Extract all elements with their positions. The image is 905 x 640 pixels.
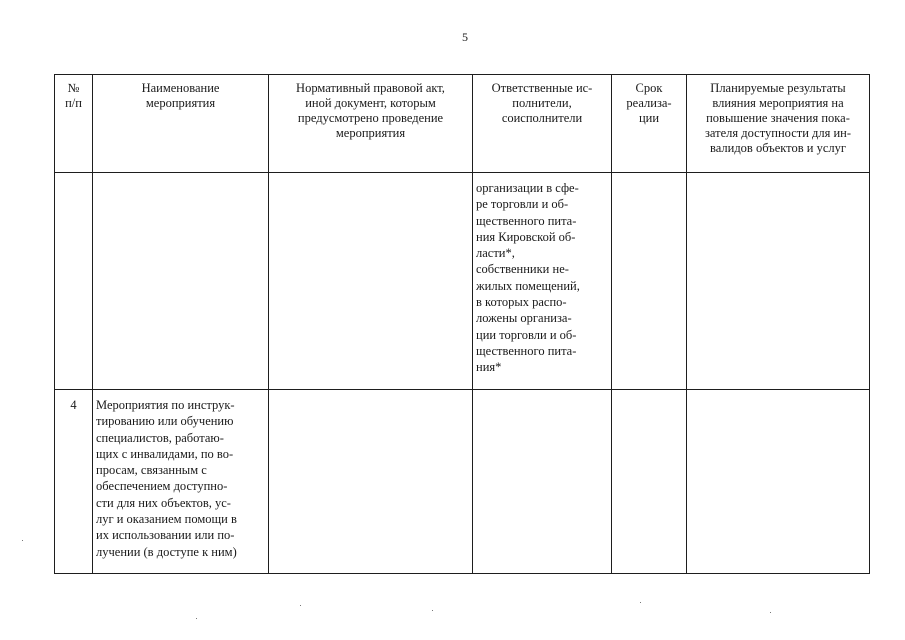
row-results	[687, 390, 870, 574]
header-term: Срок реализа- ции	[612, 75, 687, 173]
table-header-row	[55, 75, 870, 173]
scan-speck	[196, 618, 197, 619]
row-term	[612, 173, 687, 390]
row-responsible: организации в сфе- ре торговли и об- щественного пита- ния Кировской об- ласти*, собственники не- жилых помещений, в которых распо- ложены организа- ции торговли и об- щественного пита- ния*	[473, 173, 612, 390]
measures-table	[54, 74, 870, 574]
row-legal-act	[269, 173, 473, 390]
header-number: № п/п	[55, 75, 93, 173]
row-measure-name: Мероприятия по инструк- тированию или обучению специалистов, работаю- щих с инвалидами, по во- просам, связанным с обеспечением доступно- сти для них объектов, ус- луг и оказанием помощи в их использовании или по- лучении (в доступе к ним)	[93, 390, 269, 574]
row-results	[687, 173, 870, 390]
row-number	[55, 173, 93, 390]
header-results: Планируемые результаты влияния мероприятия на повышение значения пока- зателя доступности для ин- валидов объектов и услуг	[687, 75, 870, 173]
table-row	[55, 390, 870, 574]
page-number: 5	[462, 30, 468, 44]
scan-speck	[432, 610, 433, 611]
table-row	[55, 173, 870, 390]
row-number: 4	[55, 390, 93, 574]
scan-speck	[770, 612, 771, 613]
scan-speck	[300, 605, 301, 606]
header-measure-name: Наименование мероприятия	[93, 75, 269, 173]
row-term	[612, 390, 687, 574]
scan-speck	[640, 602, 641, 603]
header-legal-act: Нормативный правовой акт, иной документ, которым предусмотрено проведение мероприятия	[269, 75, 473, 173]
row-legal-act	[269, 390, 473, 574]
header-responsible: Ответственные ис- полнители, соисполнители	[473, 75, 612, 173]
row-measure-name	[93, 173, 269, 390]
scan-speck	[22, 540, 23, 541]
row-responsible	[473, 390, 612, 574]
